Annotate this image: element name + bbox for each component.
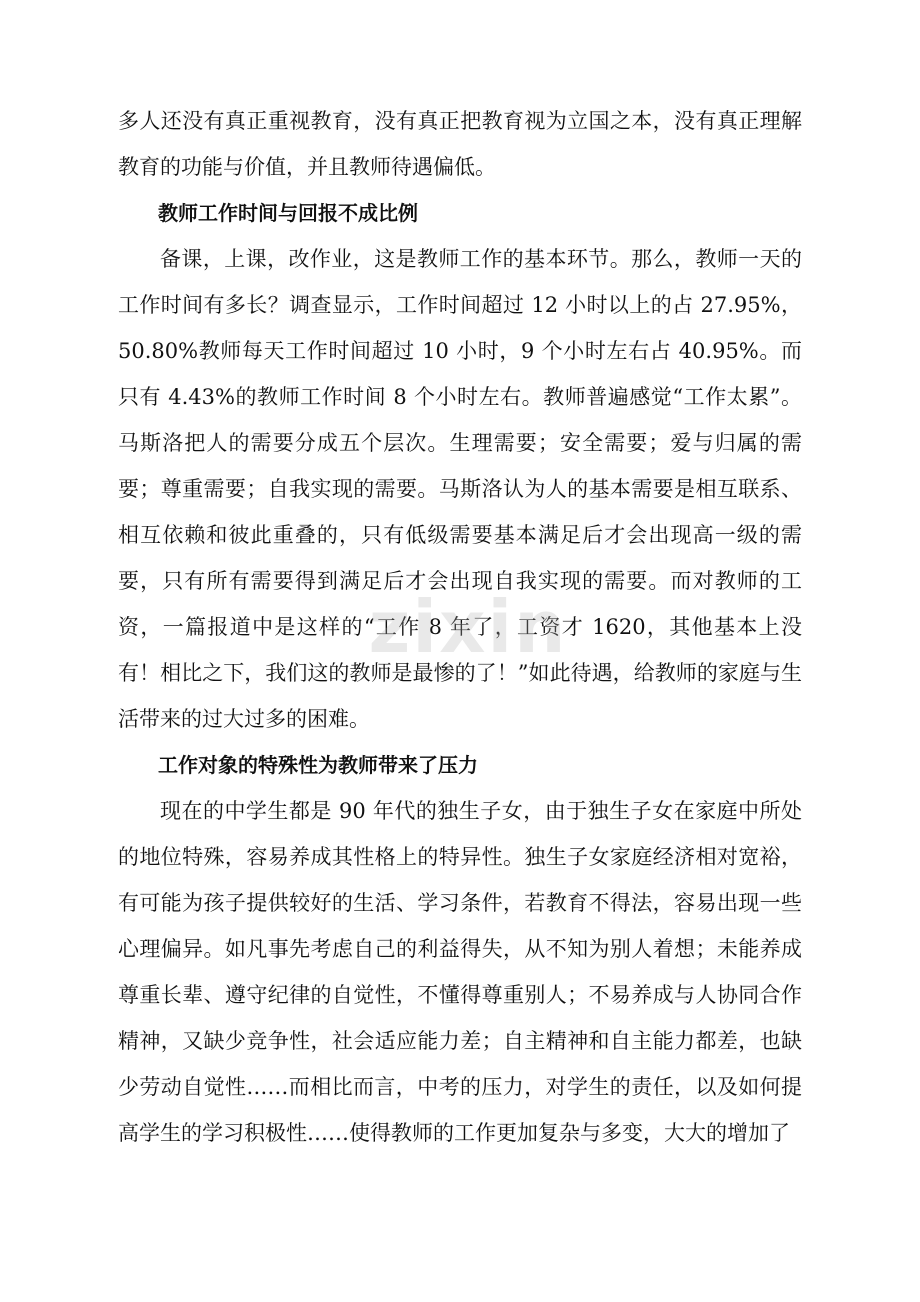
document-body: [118, 98, 802, 1156]
paragraph-continuation: 多人还没有真正重视教育，没有真正把教育视为立国之本，没有真正理解教育的功能与价值，并且教师待遇偏低。: [118, 109, 802, 179]
section-heading-work-target: 工作对象的特殊性为教师带来了压力: [158, 753, 478, 777]
paragraph-work-time: 备课，上课，改作业，这是教师工作的基本环节。那么，教师一天的工作时间有多长？调查显示，工作时间超过 12 小时以上的占 27.95%，50.80%教师每天工作时间超过 10 小时，9 个小时左右占 40.95%。而只有 4.43%的教师工作时间 8 个小时左右。教师普遍感觉“工作太累”。 马斯洛把人的需要分成五个层次。生理需要；安全需要；爱与归属的需要；尊重需要；自我实现的需要。马斯洛认为人的基本需要是相互联系、相互依赖和彼此重叠的，只有低级需要基本满足后才会出现高一级的需要，只有所有需要得到满足后才会出现自我实现的需要。而对教师的工资，一篇报道中是这样的“工作 8 年了，工资才 1620，其他基本上没有！相比之下，我们这的教师是最惨的了！”如此待遇，给教师的家庭与生活带来的过大过多的困难。: [118, 247, 802, 731]
watermark: zixin: [368, 585, 568, 669]
paragraph-work-target: 现在的中学生都是 90 年代的独生子女，由于独生子女在家庭中所处的地位特殊，容易养成其性格上的特异性。独生子女家庭经济相对宽裕，有可能为孩子提供较好的生活、学习条件，若教育不得法，容易出现一些心理偏异。如凡事先考虑自己的利益得失，从不知为别人着想；未能养成尊重长辈、遵守纪律的自觉性，不懂得尊重别人；不易养成与人协同合作精神，又缺少竞争性，社会适应能力差；自主精神和自主能力都差，也缺少劳动自觉性……而相比而言，中考的压力，对学生的责任，以及如何提高学生的学习积极性……使得教师的工作更加复杂与多变，大大的增加了: [118, 799, 802, 1145]
section-heading-work-time: 教师工作时间与回报不成比例: [158, 201, 418, 225]
